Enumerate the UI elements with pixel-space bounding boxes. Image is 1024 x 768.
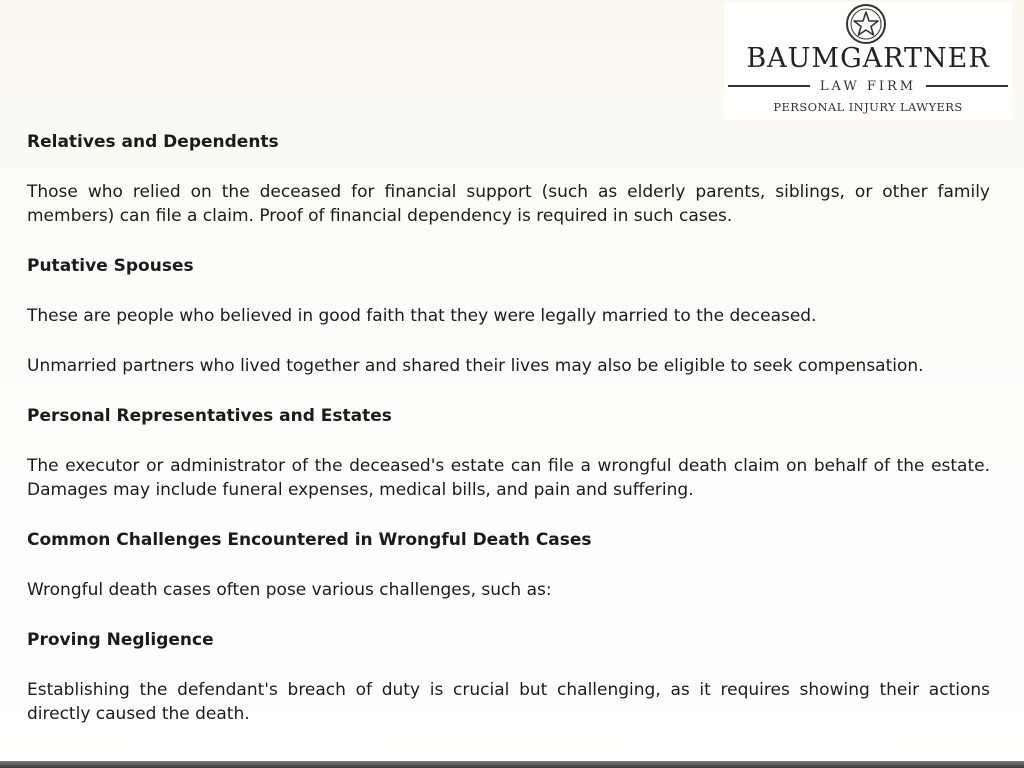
star-seal-icon [844, 2, 888, 46]
section-heading-negligence: Proving Negligence [27, 630, 214, 650]
paragraph-representatives: The executor or administrator of the deceased's estate can file a wrongful death claim on behalf of the estate. Damages may include funeral expenses, medical bills, and pain and suffering. [27, 456, 990, 500]
logo-subtitle: LAW FIRM [819, 78, 917, 94]
paragraph-putative-spouses: These are people who believed in good faith that they were legally married to the deceased. [27, 306, 817, 326]
firm-logo [724, 2, 1012, 120]
section-heading-challenges: Common Challenges Encountered in Wrongful Death Cases [27, 530, 592, 550]
section-heading-relatives: Relatives and Dependents [27, 132, 279, 152]
bottom-border-bar [0, 761, 1024, 768]
logo-divider-right [926, 85, 1008, 87]
paragraph-negligence: Establishing the defendant's breach of duty is crucial but challenging, as it requires showing their actions directly caused the death. [27, 680, 990, 724]
paragraph-relatives: Those who relied on the deceased for financial support (such as elderly parents, siblings, or other family members) can file a claim. Proof of financial dependency is required in such cases. [27, 182, 990, 226]
paragraph-unmarried-partners: Unmarried partners who lived together and shared their lives may also be eligible to seek compensation. [27, 356, 924, 376]
article-body [27, 130, 990, 752]
section-heading-putative-spouses: Putative Spouses [27, 256, 194, 276]
paragraph-challenges: Wrongful death cases often pose various challenges, such as: [27, 580, 552, 600]
section-heading-representatives: Personal Representatives and Estates [27, 406, 392, 426]
logo-subtitle-row [728, 76, 1008, 96]
logo-divider-left [728, 85, 810, 87]
logo-tagline: PERSONAL INJURY LAWYERS [773, 100, 963, 114]
logo-firm-name: BAUMGARTNER [746, 43, 990, 74]
